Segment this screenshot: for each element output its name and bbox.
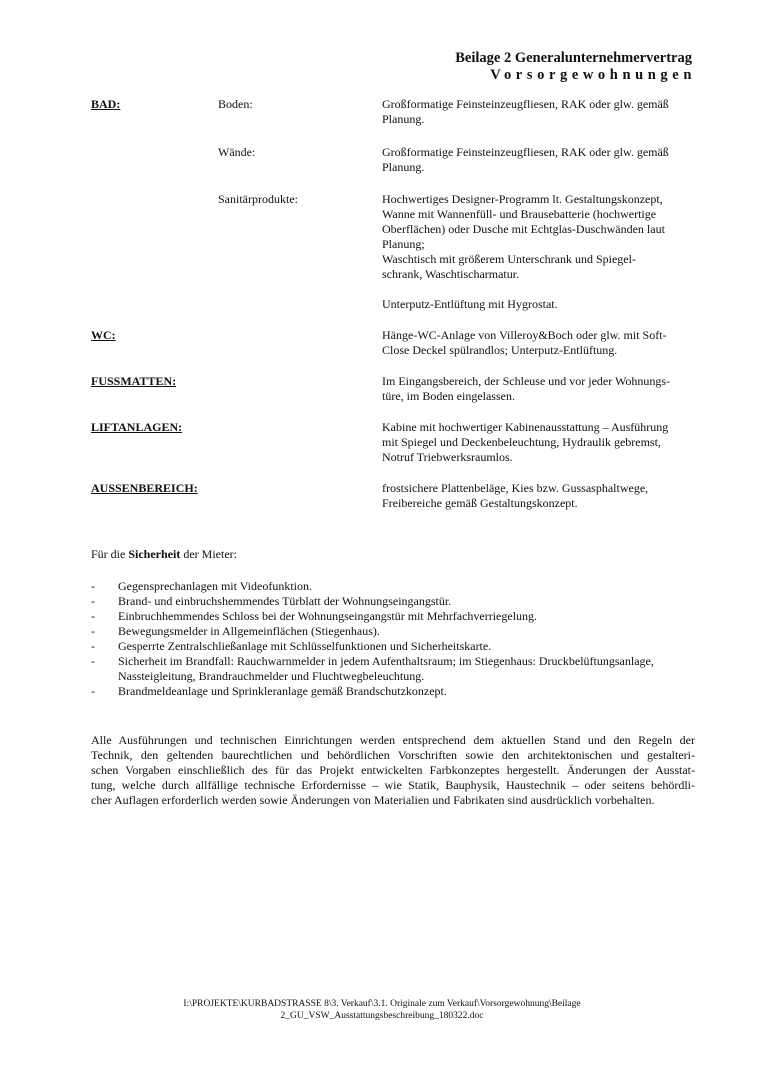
- safety-bullet: [91, 579, 695, 594]
- spec-description-line: Planung.: [382, 160, 425, 174]
- safety-intro-post: der Mieter:: [180, 547, 237, 561]
- spec-label: [218, 374, 382, 404]
- safety-bullet: [91, 684, 695, 699]
- spec-description-line: Oberflächen) oder Dusche mit Echtglas-Duschwänden laut: [382, 222, 665, 236]
- spec-description: [382, 420, 695, 465]
- safety-bullet-line: - Sicherheit im Brandfall: Rauchwarnmelder in jedem Aufenthaltsraum; im Stiegenhaus: Druckbelüftungsanlage,: [118, 654, 654, 668]
- spec-description-line: frostsichere Plattenbeläge, Kies bzw. Gussasphaltwege,: [382, 481, 649, 495]
- spec-category: LIFTANLAGEN:: [91, 420, 183, 434]
- safety-bullet-line: - Gesperrte Zentralschließanlage mit Schlüsselfunktionen und Sicherheitskarte.: [118, 639, 492, 653]
- spec-label: [218, 328, 382, 358]
- spec-label: [218, 420, 382, 465]
- header-title: Beilage 2 Generalunternehmervertrag: [455, 50, 692, 66]
- spec-label: [218, 297, 382, 312]
- spec-description-line: Kabine mit hochwertiger Kabinenausstattung – Ausführung: [382, 420, 669, 434]
- header-subtitle: Vorsorgewohnungen: [490, 67, 696, 83]
- spec-description-line: Planung;: [382, 237, 425, 251]
- spec-description-line: schrank, Waschtischarmatur.: [382, 267, 520, 281]
- safety-bullet: [91, 654, 695, 684]
- spec-description-line: mit Spiegel und Deckenbeleuchtung, Hydraulik gebremst,: [382, 435, 661, 449]
- spec-category: AUSSENBEREICH:: [91, 481, 198, 495]
- spec-description: [382, 297, 695, 312]
- spec-category: [91, 145, 218, 175]
- spec-description-line: Waschtisch mit größerem Unterschrank und Spiegel-: [382, 252, 636, 266]
- safety-intro-pre: Für die: [91, 547, 129, 561]
- page-footer: [0, 998, 764, 1022]
- spec-description-line: Notruf Triebwerksraumlos.: [382, 450, 513, 464]
- spec-row: [91, 328, 695, 358]
- spec-description-line: Großformatige Feinsteinzeugfliesen, RAK oder glw. gemäß: [382, 145, 669, 159]
- spec-description-line: Hänge-WC-Anlage von Villeroy&Boch oder glw. mit Soft-: [382, 328, 667, 342]
- spec-row: [91, 192, 695, 282]
- spec-label: Sanitärprodukte:: [218, 192, 298, 206]
- page-header: [455, 50, 696, 84]
- spec-row: [91, 481, 695, 511]
- closing-line: Alle Ausführungen und technischen Einrichtungen werden entsprechend dem aktuellen Stand und den Regeln der: [91, 733, 695, 747]
- spec-row: [91, 374, 695, 404]
- spec-description: [382, 192, 695, 282]
- closing-line: cher Auflagen erforderlich werden sowie Änderungen von Materialien und Fabrikaten sind ausdrücklich vorbehalten.: [91, 793, 655, 807]
- spec-label: [218, 481, 382, 511]
- spec-row: [91, 145, 695, 175]
- spec-description-line: Close Deckel spülrandlos; Unterputz-Entlüftung.: [382, 343, 618, 357]
- safety-intro: [91, 547, 695, 562]
- closing-paragraph: [91, 733, 695, 808]
- spec-category: BAD:: [91, 97, 121, 111]
- footer-path-line2: 2_GU_VSW_Ausstattungsbeschreibung_180322.doc: [280, 1011, 484, 1021]
- spec-description-line: Wanne mit Wannenfüll- und Brausebatterie (hochwertige: [382, 207, 657, 221]
- spec-description: [382, 97, 695, 127]
- spec-description: [382, 145, 695, 175]
- spec-label: Boden:: [218, 97, 253, 111]
- safety-bullet: [91, 624, 695, 639]
- safety-bullet-line: - Gegensprechanlagen mit Videofunktion.: [118, 579, 313, 593]
- spec-row: [91, 97, 695, 127]
- spec-category: [91, 192, 218, 282]
- specification-table: [91, 97, 695, 511]
- spec-description-line: türe, im Boden eingelassen.: [382, 389, 515, 403]
- spec-description-line: Freibereiche gemäß Gestaltungskonzept.: [382, 496, 578, 510]
- safety-bullet: [91, 609, 695, 624]
- footer-path-line1: I:\PROJEKTE\KURBADSTRASSE 8\3. Verkauf\3.1. Originale zum Verkauf\Vorsorgewohnung\Beilage: [183, 999, 581, 1009]
- safety-bullet: [91, 639, 695, 654]
- spec-category: WC:: [91, 328, 116, 342]
- closing-line: schen Vorgaben einschließlich des für das Projekt entwickelten Farbkonzeptes hergestellt. Änderungen der Ausstat-: [91, 763, 695, 777]
- closing-line: tung, welche durch allfällige technische Erfordernisse – wie Statik, Bauphysik, Haustechnik – oder seitens behördli-: [91, 778, 695, 792]
- spec-row: [91, 420, 695, 465]
- safety-bullet-line: Nassteigleitung, Brandrauchmelder und Fluchtwegbeleuchtung.: [118, 669, 425, 683]
- spec-description: [382, 374, 695, 404]
- spec-category: [91, 297, 218, 312]
- safety-intro-bold: Sicherheit: [128, 547, 181, 561]
- spec-category: FUSSMATTEN:: [91, 374, 177, 388]
- spec-label: Wände:: [218, 145, 256, 159]
- spec-row: [91, 297, 695, 312]
- safety-bullet-line: - Brand- und einbruchshemmendes Türblatt der Wohnungseingangstür.: [118, 594, 452, 608]
- safety-bullet: [91, 594, 695, 609]
- safety-list: [91, 579, 695, 699]
- safety-bullet-line: - Bewegungsmelder in Allgemeinflächen (Stiegenhaus).: [118, 624, 380, 638]
- spec-description: [382, 328, 695, 358]
- closing-line: Technik, den geltenden baurechtlichen und behördlichen Vorschriften sowie den architektonischen und gestalteri-: [91, 748, 695, 762]
- spec-description-line: Im Eingangsbereich, der Schleuse und vor jeder Wohnungs-: [382, 374, 671, 388]
- spec-description-line: Großformatige Feinsteinzeugfliesen, RAK oder glw. gemäß: [382, 97, 669, 111]
- spec-description: [382, 481, 695, 511]
- safety-bullet-line: - Brandmeldeanlage und Sprinkleranlage gemäß Brandschutzkonzept.: [118, 684, 447, 698]
- spec-description-line: Planung.: [382, 112, 425, 126]
- safety-bullet-line: - Einbruchhemmendes Schloss bei der Wohnungseingangstür mit Mehrfachverriegelung.: [118, 609, 538, 623]
- spec-description-line: Unterputz-Entlüftung mit Hygrostat.: [382, 297, 558, 311]
- spec-description-line: Hochwertiges Designer-Programm lt. Gestaltungskonzept,: [382, 192, 663, 206]
- safety-section: [91, 547, 695, 699]
